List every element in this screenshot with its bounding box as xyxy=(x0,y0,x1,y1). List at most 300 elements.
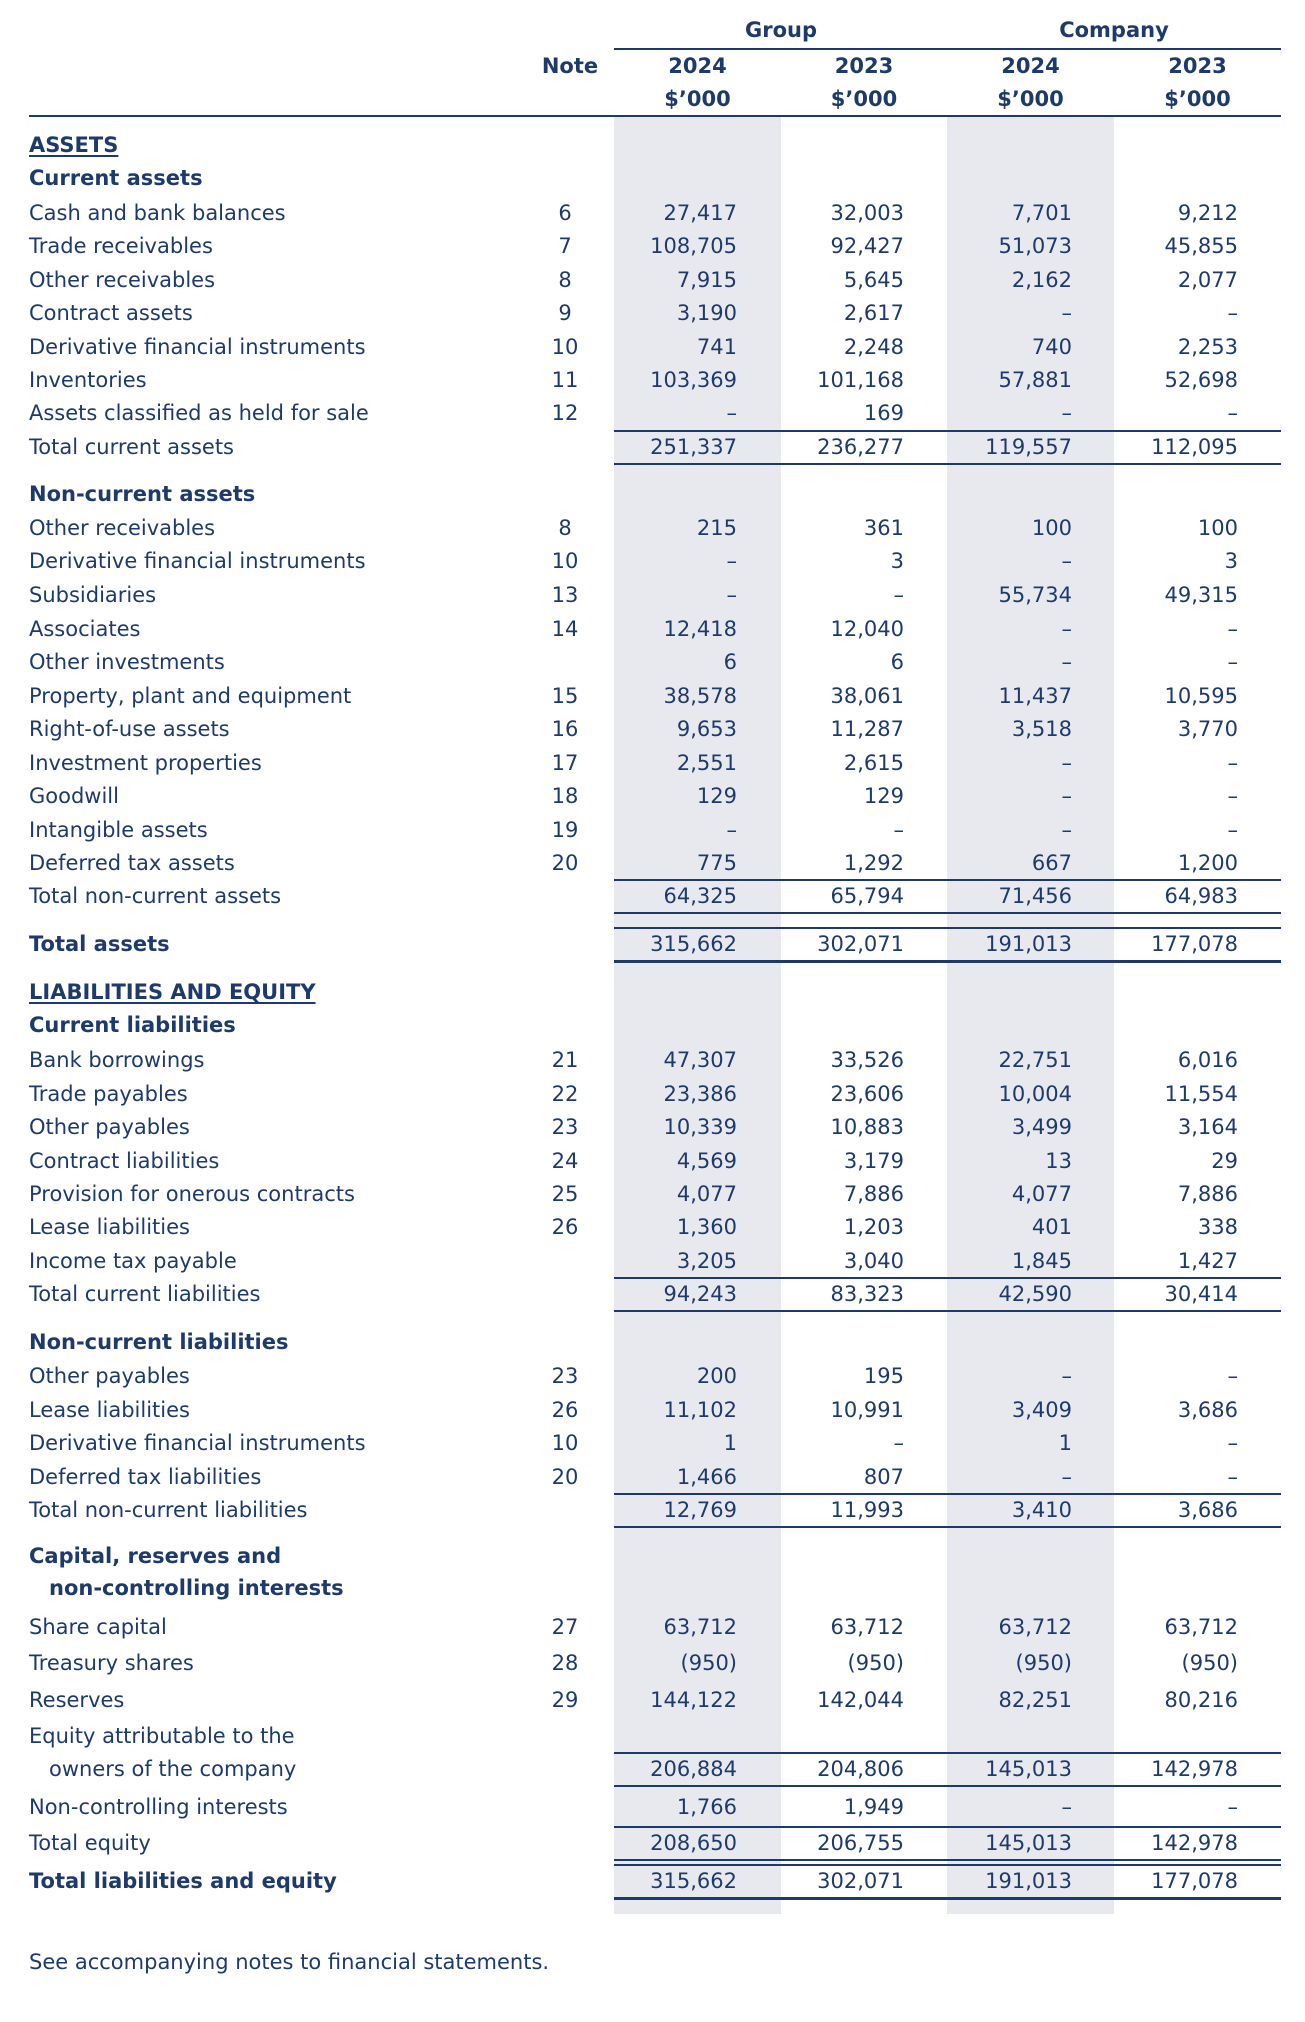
company-2023-value: 7,886 xyxy=(1177,1182,1238,1206)
group-2024-value: 1 xyxy=(723,1431,737,1455)
row-note: 24 xyxy=(551,1149,579,1173)
statement-row xyxy=(0,815,1305,845)
group-2023-value: (950) xyxy=(847,1651,904,1675)
company-2023-value: 63,712 xyxy=(1164,1615,1238,1639)
company-2023-value: 6,016 xyxy=(1177,1048,1238,1072)
group-2024-value: 103,369 xyxy=(650,368,737,392)
row-label: Assets classified as held for sale xyxy=(29,401,369,425)
group-2024-value: 315,662 xyxy=(650,1869,737,1893)
group-2024-value: 1,360 xyxy=(676,1215,737,1239)
row-label: Other payables xyxy=(29,1364,190,1388)
statement-row xyxy=(0,929,1305,959)
company-2024-value: 100 xyxy=(1031,516,1072,540)
company-2024-value: 401 xyxy=(1031,1215,1072,1239)
statement-row xyxy=(0,881,1305,911)
company-2023-value: – xyxy=(1227,617,1238,641)
row-label: Intangible assets xyxy=(29,818,208,842)
row-label: Contract liabilities xyxy=(29,1149,220,1173)
group-2023-value: 2,617 xyxy=(843,301,904,325)
row-label: Total equity xyxy=(29,1831,151,1855)
group-2023-value: 2,615 xyxy=(843,751,904,775)
company-2023-value: 338 xyxy=(1197,1215,1238,1239)
company-2024-value: 3,410 xyxy=(1011,1498,1072,1522)
row-label: Total assets xyxy=(29,932,170,956)
group-2023-value: 23,606 xyxy=(830,1082,904,1106)
group-2023-value: 32,003 xyxy=(830,201,904,225)
company-2023-value: 80,216 xyxy=(1164,1688,1238,1712)
company-2023-value: 9,212 xyxy=(1177,201,1238,225)
row-note: 8 xyxy=(558,516,572,540)
company-2024-value: 82,251 xyxy=(998,1688,1072,1712)
company-2023-value: 3,686 xyxy=(1177,1498,1238,1522)
company-2024-value: 740 xyxy=(1031,335,1072,359)
row-note: 21 xyxy=(551,1048,579,1072)
statement-row xyxy=(0,1146,1305,1176)
group-2024-value: 94,243 xyxy=(663,1282,737,1306)
group-2023-value: 83,323 xyxy=(830,1282,904,1306)
group-2024-value: 27,417 xyxy=(663,201,737,225)
total-rule-bottom xyxy=(614,960,1281,963)
company-2023-value: 10,595 xyxy=(1164,684,1238,708)
group-2024-value: 2,551 xyxy=(676,751,737,775)
group-2024-value: – xyxy=(726,583,737,607)
row-label: Derivative financial instruments xyxy=(29,1431,366,1455)
company-2023-value: 2,077 xyxy=(1177,268,1238,292)
group-2023-value: 206,755 xyxy=(817,1831,904,1855)
row-note: 9 xyxy=(558,301,572,325)
group-2024-value: 3,190 xyxy=(676,301,737,325)
company-2023-value: – xyxy=(1227,401,1238,425)
statement-row xyxy=(0,1541,1305,1571)
group-2023-value: 361 xyxy=(863,516,904,540)
company-2024-value: 191,013 xyxy=(985,932,1072,956)
company-2023-value: 30,414 xyxy=(1164,1282,1238,1306)
statement-row xyxy=(0,1721,1305,1751)
company-2024-value: 7,701 xyxy=(1011,201,1072,225)
row-label: Deferred tax liabilities xyxy=(29,1465,262,1489)
row-note: 16 xyxy=(551,717,579,741)
row-label: Capital, reserves and xyxy=(29,1544,282,1568)
group-2024-value: – xyxy=(726,818,737,842)
row-note: 13 xyxy=(551,583,579,607)
group-2024-value: 315,662 xyxy=(650,932,737,956)
row-label: owners of the company xyxy=(49,1757,297,1781)
row-note: 20 xyxy=(551,1465,579,1489)
statement-row xyxy=(0,1212,1305,1242)
row-note: 7 xyxy=(558,234,572,258)
statement-row xyxy=(0,198,1305,228)
row-label: Right-of-use assets xyxy=(29,717,230,741)
company-2023-value: 52,698 xyxy=(1164,368,1238,392)
company-2024-value: – xyxy=(1061,1465,1072,1489)
group-2024-value: 200 xyxy=(696,1364,737,1388)
group-2024-value: 144,122 xyxy=(650,1688,737,1712)
group-2023-value: 11,993 xyxy=(830,1498,904,1522)
row-label: Inventories xyxy=(29,368,147,392)
group-2023-value: 236,277 xyxy=(817,435,904,459)
header-bottom-rule xyxy=(29,115,1281,117)
row-label: Reserves xyxy=(29,1688,125,1712)
group-2024-value: 38,578 xyxy=(663,684,737,708)
statement-row xyxy=(0,1462,1305,1492)
subtotal-rule-top xyxy=(614,1864,1281,1866)
statement-row xyxy=(0,1495,1305,1525)
group-2023-value: 302,071 xyxy=(817,932,904,956)
row-label: Non-current assets xyxy=(29,482,256,506)
subtotal-rule-bottom xyxy=(614,1526,1281,1528)
row-label: Bank borrowings xyxy=(29,1048,205,1072)
statement-row xyxy=(0,748,1305,778)
company-2024-value: 3,518 xyxy=(1011,717,1072,741)
group-2023-value: 11,287 xyxy=(830,717,904,741)
row-label: Property, plant and equipment xyxy=(29,684,352,708)
statement-row xyxy=(0,1573,1305,1603)
subtotal-rule-bottom xyxy=(614,463,1281,465)
row-label: Deferred tax assets xyxy=(29,851,235,875)
subtotal-rule-bottom xyxy=(614,1310,1281,1312)
company-2023-value: 100 xyxy=(1197,516,1238,540)
subtotal-rule-bottom xyxy=(614,1785,1281,1787)
group-2023-value: 10,883 xyxy=(830,1115,904,1139)
statement-row xyxy=(0,1428,1305,1458)
statement-row xyxy=(0,1685,1305,1715)
statement-row xyxy=(0,398,1305,428)
statement-row xyxy=(0,1612,1305,1642)
row-note: 29 xyxy=(551,1688,579,1712)
statement-row xyxy=(0,332,1305,362)
statement-row xyxy=(0,1792,1305,1822)
company-2024-value: 55,734 xyxy=(998,583,1072,607)
group-2023-value: 65,794 xyxy=(830,884,904,908)
group-2024-value: 775 xyxy=(696,851,737,875)
row-note: 23 xyxy=(551,1364,579,1388)
company-2024-value: 11,437 xyxy=(998,684,1072,708)
company-2024-value: 145,013 xyxy=(985,1831,1072,1855)
group-2024-value: 6 xyxy=(723,650,737,674)
statement-row xyxy=(0,781,1305,811)
company-2023-value: – xyxy=(1227,650,1238,674)
group-2023-value: 10,991 xyxy=(830,1398,904,1422)
group-2023-value: 1,949 xyxy=(843,1795,904,1819)
group-2024-value: 108,705 xyxy=(650,234,737,258)
group-2024-value: 10,339 xyxy=(663,1115,737,1139)
company-2024-value: – xyxy=(1061,401,1072,425)
group-2023-value: – xyxy=(893,583,904,607)
row-label: Associates xyxy=(29,617,141,641)
row-label: Equity attributable to the xyxy=(29,1724,295,1748)
group-2023-value: – xyxy=(893,818,904,842)
company-2024-value: 57,881 xyxy=(998,368,1072,392)
row-label: Current assets xyxy=(29,166,203,190)
total-rule-bottom xyxy=(614,1897,1281,1900)
company-2023-value: 112,095 xyxy=(1151,435,1238,459)
row-label: non-controlling interests xyxy=(49,1576,344,1600)
row-label: Cash and bank balances xyxy=(29,201,286,225)
company-2023-year: 2023 xyxy=(1168,54,1227,78)
group-2023-year: 2023 xyxy=(834,54,894,78)
group-2024-value: 12,418 xyxy=(663,617,737,641)
statement-row xyxy=(0,479,1305,509)
row-note: 26 xyxy=(551,1215,579,1239)
subtotal-rule-top xyxy=(614,1493,1281,1495)
company-2024-value: – xyxy=(1061,818,1072,842)
company-2023-value: 11,554 xyxy=(1164,1082,1238,1106)
row-note: 25 xyxy=(551,1182,579,1206)
statement-row xyxy=(0,1045,1305,1075)
group-2023-value: 92,427 xyxy=(830,234,904,258)
company-2023-value: 45,855 xyxy=(1164,234,1238,258)
row-note: 10 xyxy=(551,335,579,359)
note-column-header: Note xyxy=(541,54,599,78)
group-2023-value: 3 xyxy=(890,549,904,573)
group-2023-value: 6 xyxy=(890,650,904,674)
company-2024-value: 63,712 xyxy=(998,1615,1072,1639)
company-2023-value: 3,770 xyxy=(1177,717,1238,741)
company-2023-value: – xyxy=(1227,784,1238,808)
company-2024-value: – xyxy=(1061,1795,1072,1819)
group-2024-year: 2024 xyxy=(668,54,727,78)
row-label: Share capital xyxy=(29,1615,167,1639)
row-note: 18 xyxy=(551,784,579,808)
row-note: 14 xyxy=(551,617,579,641)
row-note: 23 xyxy=(551,1115,579,1139)
company-2023-value: 177,078 xyxy=(1151,1869,1238,1893)
company-2024-value: 145,013 xyxy=(985,1757,1072,1781)
subtotal-rule-top xyxy=(614,1752,1281,1754)
statement-row xyxy=(0,432,1305,462)
company-2024-value: 71,456 xyxy=(998,884,1072,908)
statement-row xyxy=(0,546,1305,576)
company-2024-value: 3,409 xyxy=(1011,1398,1072,1422)
company-2024-value: (950) xyxy=(1015,1651,1072,1675)
row-label: Total current assets xyxy=(29,435,234,459)
row-note: 22 xyxy=(551,1082,579,1106)
group-2024-value: 741 xyxy=(696,335,737,359)
company-2024-value: 2,162 xyxy=(1011,268,1072,292)
statement-row xyxy=(0,513,1305,543)
group-2024-value: 1,466 xyxy=(676,1465,737,1489)
company-2024-value: 13 xyxy=(1045,1149,1072,1173)
company-2023-value: (950) xyxy=(1181,1651,1238,1675)
company-2023-value: 3,164 xyxy=(1177,1115,1238,1139)
company-2024-value: 42,590 xyxy=(998,1282,1072,1306)
company-2023-value: – xyxy=(1227,301,1238,325)
statement-row xyxy=(0,298,1305,328)
statement-row xyxy=(0,1327,1305,1357)
statement-row xyxy=(0,977,1305,1007)
company-2023-value: – xyxy=(1227,1364,1238,1388)
row-note: 15 xyxy=(551,684,579,708)
group-2024-value: 129 xyxy=(696,784,737,808)
company-2023-value: 142,978 xyxy=(1151,1831,1238,1855)
group-2023-value: 2,248 xyxy=(843,335,904,359)
row-label: Other investments xyxy=(29,650,225,674)
group-2023-value: 195 xyxy=(863,1364,904,1388)
company-2024-value: – xyxy=(1061,1364,1072,1388)
subtotal-rule-top xyxy=(614,927,1281,929)
group-2024-value: 4,569 xyxy=(676,1149,737,1173)
row-label: Non-current liabilities xyxy=(29,1330,289,1354)
row-label: LIABILITIES AND EQUITY xyxy=(29,980,316,1004)
company-2023-value: – xyxy=(1227,1465,1238,1489)
row-label: Goodwill xyxy=(29,784,119,808)
company-2023-value: 29 xyxy=(1211,1149,1238,1173)
company-2024-unit: $’000 xyxy=(997,87,1064,111)
group-2023-value: 1,203 xyxy=(843,1215,904,1239)
group-2023-value: 5,645 xyxy=(843,268,904,292)
company-2023-value: – xyxy=(1227,1431,1238,1455)
group-2023-value: 142,044 xyxy=(817,1688,904,1712)
statement-row xyxy=(0,265,1305,295)
statement-row xyxy=(0,1828,1305,1858)
company-2024-value: 1,845 xyxy=(1011,1249,1072,1273)
group-2024-value: 64,325 xyxy=(663,884,737,908)
group-2024-value: 23,386 xyxy=(663,1082,737,1106)
header-group-rule xyxy=(614,48,1281,50)
group-2024-value: 12,769 xyxy=(663,1498,737,1522)
row-note: 26 xyxy=(551,1398,579,1422)
company-2023-value: 49,315 xyxy=(1164,583,1238,607)
group-2023-value: 63,712 xyxy=(830,1615,904,1639)
group-2024-unit: $’000 xyxy=(664,87,731,111)
footnote: See accompanying notes to financial statements. xyxy=(29,1950,550,1974)
company-2024-value: – xyxy=(1061,751,1072,775)
statement-row xyxy=(0,848,1305,878)
subtotal-rule-top xyxy=(614,430,1281,432)
company-2024-value: – xyxy=(1061,301,1072,325)
group-2024-value: 215 xyxy=(696,516,737,540)
statement-row xyxy=(0,1279,1305,1309)
row-label: Derivative financial instruments xyxy=(29,549,366,573)
company-2023-value: 1,427 xyxy=(1177,1249,1238,1273)
row-note: 8 xyxy=(558,268,572,292)
row-note: 6 xyxy=(558,201,572,225)
row-label: Lease liabilities xyxy=(29,1398,190,1422)
subtotal-rule-top xyxy=(614,879,1281,881)
group-2024-value: 63,712 xyxy=(663,1615,737,1639)
company-2023-value: 64,983 xyxy=(1164,884,1238,908)
company-2024-value: 119,557 xyxy=(985,435,1072,459)
group-2024-value: 11,102 xyxy=(663,1398,737,1422)
company-2023-value: 1,200 xyxy=(1177,851,1238,875)
group-2023-value: 1,292 xyxy=(843,851,904,875)
row-note: 10 xyxy=(551,549,579,573)
company-2024-value: 191,013 xyxy=(985,1869,1072,1893)
statement-row xyxy=(0,1179,1305,1209)
company-2024-value: – xyxy=(1061,617,1072,641)
company-2023-value: 142,978 xyxy=(1151,1757,1238,1781)
group-2024-value: 1,766 xyxy=(676,1795,737,1819)
group-2024-value: (950) xyxy=(680,1651,737,1675)
row-note: 19 xyxy=(551,818,579,842)
group-2023-value: 3,040 xyxy=(843,1249,904,1273)
company-2024-value: – xyxy=(1061,650,1072,674)
statement-row xyxy=(0,1648,1305,1678)
row-note: 12 xyxy=(551,401,579,425)
row-label: Current liabilities xyxy=(29,1013,236,1037)
company-2023-unit: $’000 xyxy=(1164,87,1231,111)
company-2024-value: 51,073 xyxy=(998,234,1072,258)
group-2024-value: 208,650 xyxy=(650,1831,737,1855)
row-label: Other receivables xyxy=(29,268,216,292)
row-label: Total non-current assets xyxy=(29,884,282,908)
row-label: Total non-current liabilities xyxy=(29,1498,308,1522)
subtotal-rule-top xyxy=(614,1277,1281,1279)
statement-row xyxy=(0,231,1305,261)
statement-row xyxy=(0,130,1305,160)
row-label: Trade receivables xyxy=(29,234,213,258)
company-2023-value: 3 xyxy=(1224,549,1238,573)
company-2023-value: 2,253 xyxy=(1177,335,1238,359)
company-2024-value: 22,751 xyxy=(998,1048,1072,1072)
statement-row xyxy=(0,580,1305,610)
company-2024-value: – xyxy=(1061,549,1072,573)
group-2023-value: 204,806 xyxy=(817,1757,904,1781)
group-header: Group xyxy=(744,18,817,42)
group-2023-value: 129 xyxy=(863,784,904,808)
row-note: 10 xyxy=(551,1431,579,1455)
row-note: 27 xyxy=(551,1615,579,1639)
statement-row xyxy=(0,163,1305,193)
group-2023-value: 38,061 xyxy=(830,684,904,708)
row-label: Treasury shares xyxy=(29,1651,194,1675)
row-label: Derivative financial instruments xyxy=(29,335,366,359)
row-label: Lease liabilities xyxy=(29,1215,190,1239)
statement-row xyxy=(0,365,1305,395)
company-2023-value: – xyxy=(1227,751,1238,775)
row-note: 28 xyxy=(551,1651,579,1675)
row-note: 20 xyxy=(551,851,579,875)
statement-row xyxy=(0,714,1305,744)
group-2024-value: 251,337 xyxy=(650,435,737,459)
group-2023-unit: $’000 xyxy=(830,87,898,111)
group-2024-value: 4,077 xyxy=(676,1182,737,1206)
statement-row xyxy=(0,1079,1305,1109)
subtotal-rule-bottom xyxy=(614,912,1281,914)
company-2023-value: 177,078 xyxy=(1151,932,1238,956)
statement-row xyxy=(0,1010,1305,1040)
group-2023-value: 302,071 xyxy=(817,1869,904,1893)
group-2024-value: 7,915 xyxy=(676,268,737,292)
statement-row xyxy=(0,1112,1305,1142)
company-2024-value: 1 xyxy=(1058,1431,1072,1455)
company-2023-value: 3,686 xyxy=(1177,1398,1238,1422)
row-label: Income tax payable xyxy=(29,1249,237,1273)
group-2024-value: 206,884 xyxy=(650,1757,737,1781)
group-2024-value: – xyxy=(726,401,737,425)
row-label: Other payables xyxy=(29,1115,190,1139)
company-2024-year: 2024 xyxy=(1001,54,1060,78)
row-label: Contract assets xyxy=(29,301,193,325)
company-2023-value: – xyxy=(1227,1795,1238,1819)
row-label: Investment properties xyxy=(29,751,262,775)
group-2023-value: 12,040 xyxy=(830,617,904,641)
group-2023-value: 3,179 xyxy=(843,1149,904,1173)
statement-row xyxy=(0,614,1305,644)
group-2023-value: – xyxy=(893,1431,904,1455)
row-label: Trade payables xyxy=(29,1082,188,1106)
group-2023-value: 33,526 xyxy=(830,1048,904,1072)
subtotal-rule-top xyxy=(614,1826,1281,1828)
group-2024-value: 9,653 xyxy=(676,717,737,741)
group-2024-value: – xyxy=(726,549,737,573)
company-2024-value: – xyxy=(1061,784,1072,808)
row-label: Subsidiaries xyxy=(29,583,157,607)
row-label: Non-controlling interests xyxy=(29,1795,288,1819)
statement-row xyxy=(0,1246,1305,1276)
company-2024-value: 3,499 xyxy=(1011,1115,1072,1139)
group-2024-value: 47,307 xyxy=(663,1048,737,1072)
